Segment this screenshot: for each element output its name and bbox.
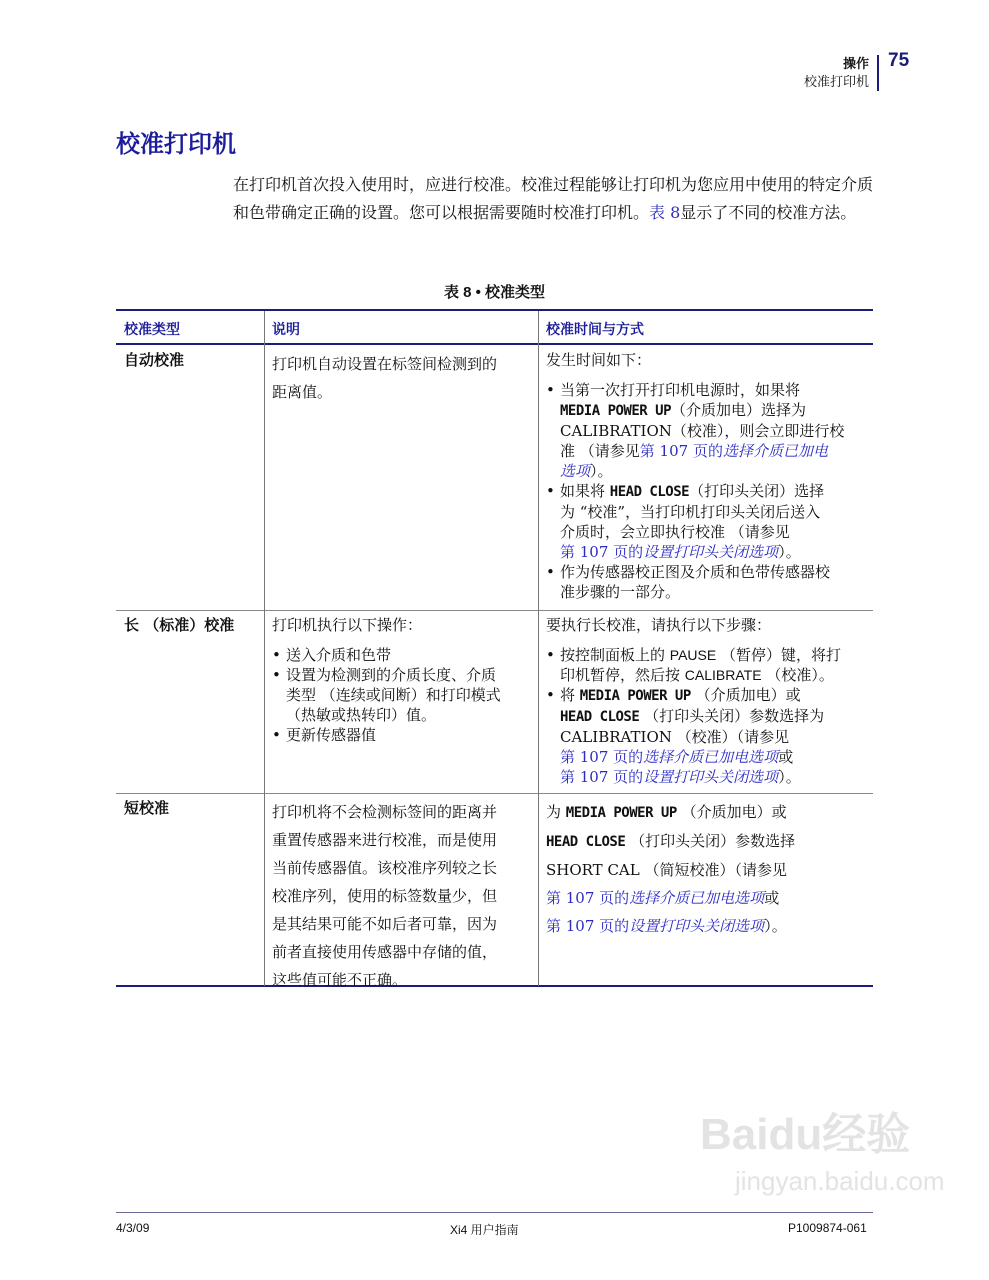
col-header-description: 说明 [272,321,300,337]
text-line [272,854,534,882]
table-link[interactable]: 表 8 [649,203,681,222]
text-segment: 打印机将不会检测标签间的距离并 [272,803,498,821]
header-divider [877,55,879,91]
text-segment: 当第一次打开打印机电源时，如果将 [560,381,801,399]
description-cell [272,350,534,406]
bullet-icon: • [272,726,281,744]
text-segment: 准 （请参见 [560,442,640,460]
text-line [546,912,871,940]
bullet-item [272,725,534,745]
text-segment: 送入介质和色带 [286,646,392,664]
parameter-name: MEDIA POWER UP [560,403,672,419]
page-number: 75 [888,50,910,71]
header-subsection: 校准打印机 [803,74,869,89]
parameter-name: HEAD CLOSE [546,834,626,850]
text-segment: 或 [778,748,794,766]
bullet-item [272,665,534,725]
page-title: 校准打印机 [116,131,236,158]
text-segment: （介质加电）或 [690,686,801,704]
text-segment: CALIBRATION （校准）（请参见 [560,728,790,746]
text-line [546,798,871,827]
text-line [560,400,871,421]
text-segment: （暂停）键，将打 [716,646,841,664]
footer-date: 4/3/09 [116,1221,150,1235]
text-line [272,938,534,966]
text-segment: 按控制面板上的 [560,646,670,664]
bullet-icon: • [546,563,555,581]
column-divider [538,311,539,986]
parameter-name: MEDIA POWER UP [579,688,691,704]
text-line [560,421,871,441]
text-line [560,481,871,502]
text-line [546,856,871,884]
bullet-icon: • [546,381,555,399]
cell-intro: 要执行长校准，请执行以下步骤： [546,616,772,634]
text-segment: 类型 （连续或间断）和打印模式 [286,686,501,704]
cell-intro: 打印机执行以下操作： [272,616,423,634]
text-segment: PAUSE [669,647,717,663]
text-line [272,826,534,854]
text-line [272,350,534,378]
text-line [286,705,534,725]
text-line [560,582,871,602]
text-line [272,882,534,910]
text-segment: 将 [560,686,580,704]
footer-rule [116,1212,873,1213]
text-segment: ）。 [778,543,801,561]
calibration-type-cell: 短校准 [124,799,170,817]
table-caption: 表 8 • 校准类型 [443,284,546,301]
cross-reference-link[interactable]: 设置打印头关闭选项 [643,543,779,561]
method-cell [546,798,871,940]
bullet-item [272,645,534,665]
text-line [560,727,871,747]
parameter-name: HEAD CLOSE [560,709,640,725]
cross-reference-link[interactable]: 第 107 页的 [546,889,630,907]
description-cell [272,615,534,745]
cross-reference-link[interactable]: 设置打印头关闭选项 [643,768,779,786]
method-cell [546,350,871,602]
cross-reference-link[interactable]: 选择介质已加电选项 [629,889,765,907]
text-segment: 更新传感器值 [286,726,377,744]
footer-guide-title: Xi4 用户指南 [450,1223,519,1237]
intro-text: 在打印机首次投入使用时，应进行校准。校准过程能够让打印机为您应用中使用的特定介质和色带确定正确的设置。您可以根据需要随时校准打印机。 [233,175,874,222]
cross-reference-link[interactable]: 第 107 页的 [546,917,630,935]
text-line [560,380,871,400]
bullet-item [546,380,871,481]
cross-reference-link[interactable]: 设置打印头关闭选项 [629,917,765,935]
text-segment: 距离值。 [272,383,333,401]
text-segment: 印机暂停，然后按 [560,666,685,684]
bullet-item [546,481,871,562]
text-segment: 前者直接使用传感器中存储的值， [272,943,498,961]
row-divider [116,610,873,611]
cross-reference-link[interactable]: 选项 [560,462,591,480]
calibration-type-cell: 长 （标准）校准 [124,616,235,634]
text-segment: 设置为检测到的介质长度、介质 [286,666,497,684]
text-segment: 如果将 [560,482,610,500]
parameter-name: HEAD CLOSE [609,484,690,500]
text-segment: （热敏或热转印）值。 [286,706,437,724]
text-segment: （介质加电）或 [676,803,787,821]
text-line [546,827,871,856]
text-line [560,441,871,461]
row-divider [116,793,873,794]
text-segment: CALIBRATION（校准），则会立即进行校 [560,422,845,440]
text-segment: 为 [546,803,566,821]
text-line [560,706,871,727]
bullet-item [546,645,871,685]
bullet-icon: • [546,646,555,664]
cross-reference-link[interactable]: 选择介质已加电 [722,442,828,460]
text-segment: 介质时，会立即执行校准 （请参见 [560,523,790,541]
text-line [272,378,534,406]
text-segment: （打印头关闭）参数选择 [625,832,796,850]
text-segment: （打印头关闭）选择 [689,482,825,500]
bullet-icon: • [272,666,281,684]
text-segment: ）。 [590,462,613,480]
text-line [560,767,871,787]
intro-text-after: 显示了不同的校准方法。 [680,203,857,222]
text-segment: 打印机自动设置在标签间检测到的 [272,355,498,373]
text-line [272,966,534,994]
text-segment: （校准）。 [761,666,834,684]
text-line [560,665,871,685]
bullet-icon: • [272,646,281,664]
header-section: 操作 [842,56,869,71]
description-cell [272,798,534,994]
bullet-icon: • [546,686,555,704]
text-line [286,665,534,685]
col-header-method: 校准时间与方式 [546,321,644,337]
cross-reference-link[interactable]: 第 107 页的 [639,442,723,460]
text-line [560,685,871,706]
table-top-rule [116,309,873,311]
text-segment: ）。 [764,917,787,935]
text-line [560,502,871,522]
footer-part-number: P1009874-061 [788,1221,867,1235]
watermark-logo: Baidu经验 [700,1110,911,1159]
column-divider [264,311,265,986]
text-line [560,747,871,767]
text-segment: 是其结果可能不如后者可靠，因为 [272,915,498,933]
text-line [286,645,534,665]
text-line [546,884,871,912]
cross-reference-link[interactable]: 选择介质已加电选项 [643,748,779,766]
text-line [286,685,534,705]
text-line [272,798,534,826]
text-segment: 校准序列，使用的标签数量少，但 [272,887,498,905]
cell-intro: 发生时间如下： [546,351,652,369]
text-line [560,461,871,481]
bullet-icon: • [546,482,555,500]
watermark-url: jingyan.baidu.com [735,1166,945,1196]
text-segment: 这些值可能不正确。 [272,971,408,989]
text-line [560,645,871,665]
parameter-name: MEDIA POWER UP [565,805,677,821]
text-segment: （介质加电）选择为 [671,401,807,419]
calibration-type-cell: 自动校准 [124,351,185,369]
text-segment: 为 “校准”，当打印机打印头关闭后送入 [560,503,821,521]
text-segment: CALIBRATE [684,667,762,683]
text-line [560,562,871,582]
cross-reference-link[interactable]: 第 107 页的 [560,768,644,786]
cross-reference-link[interactable]: 第 107 页的 [560,748,644,766]
text-segment: 准步骤的一部分。 [560,583,681,601]
intro-paragraph [233,171,873,227]
bullet-item [546,685,871,787]
text-segment: 重置传感器来进行校准，而是使用 [272,831,498,849]
text-segment: （打印头关闭）参数选择为 [639,707,825,725]
text-segment: 或 [764,889,780,907]
text-segment: SHORT CAL （简短校准）（请参见 [546,861,787,879]
text-segment: 当前传感器值。该校准序列较之长 [272,859,498,877]
text-line [560,542,871,562]
text-line [286,725,534,745]
method-cell [546,615,871,787]
text-line [560,522,871,542]
col-header-type: 校准类型 [124,321,180,337]
text-segment: ）。 [778,768,801,786]
bullet-item [546,562,871,602]
text-segment: 作为传感器校正图及介质和色带传感器校 [560,563,831,581]
text-line [272,910,534,938]
cross-reference-link[interactable]: 第 107 页的 [560,543,644,561]
header-bottom-rule [116,343,873,345]
running-header [804,55,869,91]
